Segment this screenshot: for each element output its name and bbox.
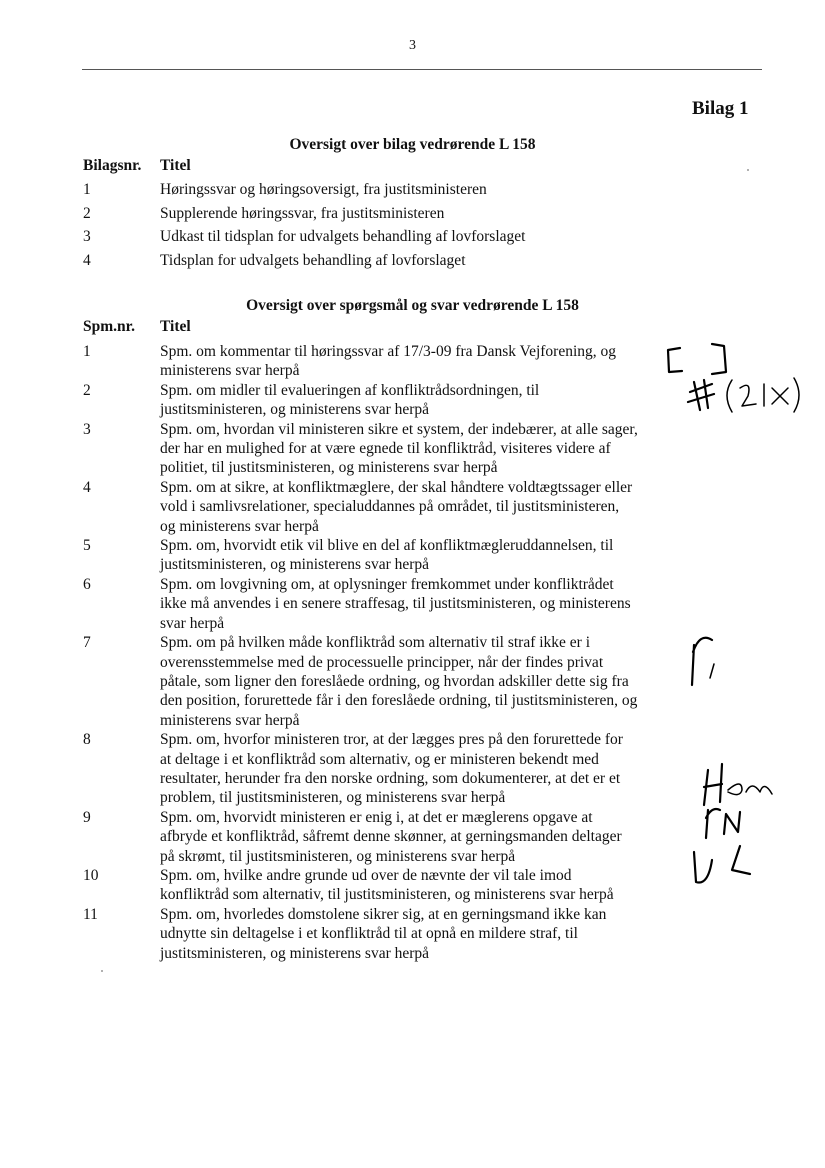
bilag-item-nr: 1 bbox=[83, 181, 91, 198]
spm-item-nr: 11 bbox=[83, 905, 98, 923]
spm-item-nr: 4 bbox=[83, 478, 91, 496]
spm-col-title-header: Titel bbox=[160, 318, 191, 335]
spm-list-item bbox=[0, 536, 638, 575]
bilag-item-title: Udkast til tidsplan for udvalgets behandling af lovforslaget bbox=[160, 228, 526, 246]
spm-item-title: Spm. om, hvorvidt etik vil blive en del af konfliktmægleruddannelsen, til justitsministeren, og ministerens svar herpå bbox=[160, 537, 614, 574]
bilag-item-title: Supplerende høringssvar, fra justitsministeren bbox=[160, 204, 445, 222]
bilag-col-title-header: Titel bbox=[160, 157, 191, 174]
spm-item-title: Spm. om på hvilken måde konfliktråd som alternativ til straf ikke er i overensstemmelse med de processuelle principper, når der findes privat påtale, som ligner den foreslåede ordning, og hvordan adskiller dette sig fra den position, forurettede får i den foreslåede ordning, til justitsministeren, og ministerens svar herpå bbox=[160, 634, 638, 729]
spm-item-title: Spm. om lovgivning om, at oplysninger fremkommet under konfliktrådet ikke må anvendes i en senere straffesag, til justitsministeren, og ministerens svar herpå bbox=[160, 575, 631, 632]
spm-list-item bbox=[0, 342, 638, 381]
bilag-item-title: Tidsplan for udvalgets behandling af lovforslaget bbox=[160, 251, 466, 269]
bilag-item-nr: 4 bbox=[83, 251, 91, 269]
spm-item-title: Spm. om, hvordan vil ministeren sikre et system, der indebærer, at alle sager, der har en mulighed for at være egnede til konfliktråd, visiteres videre af politiet, til justitsministeren, og ministerens svar herpå bbox=[160, 420, 638, 477]
spm-item-nr: 8 bbox=[83, 731, 91, 749]
spm-col-nr-header: Spm.nr. bbox=[83, 318, 135, 335]
spm-item-nr: 3 bbox=[83, 420, 91, 438]
spm-section-title: Oversigt over spørgsmål og svar vedrørende L 158 bbox=[246, 297, 579, 314]
spm-list bbox=[0, 342, 638, 963]
bilag-item-nr: 2 bbox=[83, 204, 91, 222]
spm-list-item bbox=[0, 381, 638, 420]
page-number: 3 bbox=[409, 38, 416, 53]
spm-item-title: Spm. om midler til evalueringen af konfliktrådsordningen, til justitsministeren, og ministerens svar herpå bbox=[160, 381, 540, 419]
spm-item-nr: 10 bbox=[83, 866, 99, 884]
spm-list-item bbox=[0, 633, 638, 730]
bilag-list-item bbox=[0, 180, 638, 204]
spm-item-nr: 9 bbox=[83, 808, 91, 826]
spm-item-nr: 2 bbox=[83, 381, 91, 399]
bilag-section-title: Oversigt over bilag vedrørende L 158 bbox=[289, 136, 536, 153]
bilag-list-item bbox=[0, 204, 638, 228]
bilag-label: Bilag 1 bbox=[692, 98, 749, 119]
bilag-list-item bbox=[0, 227, 638, 251]
spm-item-nr: 7 bbox=[83, 634, 91, 652]
spm-list-item bbox=[0, 905, 638, 963]
spm-list-item bbox=[0, 730, 638, 808]
spm-item-title: Spm. om at sikre, at konfliktmæglere, der skal håndtere voldtægtssager eller vold i samlivsrelationer, specialuddannes på området, til justitsministeren, og ministerens svar herpå bbox=[160, 478, 633, 535]
bilag-item-nr: 3 bbox=[83, 228, 91, 246]
spm-item-title: Spm. om, hvorfor ministeren tror, at der lægges pres på den forurettede for at deltage i et konfliktråd som alternativ, og er ministeren bekendt med resultater, herunder fra den norske ordning, som dokumenterer, at det er et problem, til justitsministeren, og ministerens svar herpå bbox=[160, 731, 623, 807]
spm-item-nr: 6 bbox=[83, 575, 91, 593]
bilag-list bbox=[0, 180, 638, 274]
spm-item-title: Spm. om, hvilke andre grunde ud over de nævnte der vil tale imod konfliktråd som alternativ, til justitsministeren, og ministerens svar herpå bbox=[160, 866, 614, 904]
spm-list-item bbox=[0, 866, 638, 905]
spm-list-item bbox=[0, 420, 638, 478]
bilag-col-nr-header: Bilagsnr. bbox=[83, 157, 142, 174]
bilag-list-item bbox=[0, 251, 638, 275]
spm-item-nr: 1 bbox=[83, 343, 91, 360]
spm-item-title: Spm. om, hvorvidt ministeren er enig i, at det er mæglerens opgave at afbryde et konfliktråd, såfremt denne skønner, at gerningsmanden deltager på skrømt, til justitsministeren, og ministerens svar herpå bbox=[160, 808, 622, 865]
spm-list-item bbox=[0, 575, 638, 633]
spm-item-nr: 5 bbox=[83, 537, 91, 555]
spm-item-title: Spm. om, hvorledes domstolene sikrer sig, at en gerningsmand ikke kan udnytte sin deltagelse i et konfliktråd til at opnå en mildere straf, til justitsministeren, og ministerens svar herpå bbox=[160, 905, 607, 962]
bilag-item-title: Høringssvar og høringsoversigt, fra justitsministeren bbox=[160, 181, 487, 198]
spm-list-item bbox=[0, 478, 638, 536]
spm-list-item bbox=[0, 808, 638, 866]
spm-item-title: Spm. om kommentar til høringssvar af 17/3-09 fra Dansk Vejforening, og ministerens svar herpå bbox=[160, 343, 617, 380]
header-rule bbox=[82, 69, 762, 70]
